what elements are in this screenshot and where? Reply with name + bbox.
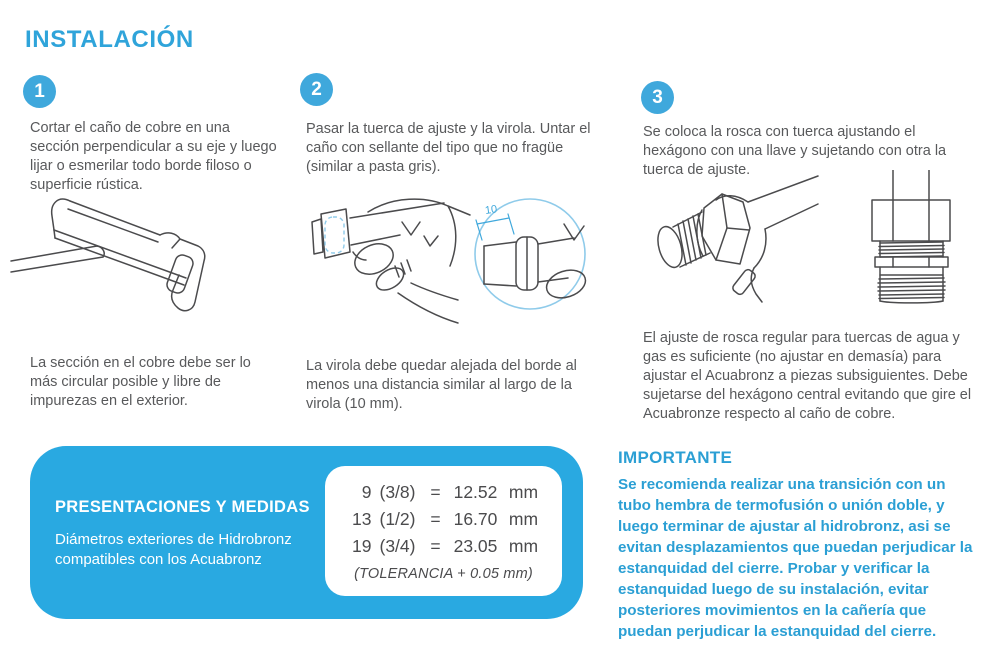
step-1-badge — [23, 75, 56, 108]
step-2-text: Pasar la tuerca de ajuste y la virola. Untar el caño con sellante del tipo que no fragüe (similar a pasta gris). — [306, 121, 591, 175]
step-1-note: La sección en el cobre debe ser lo más circular posible y libre de impurezas en el exterior. — [30, 355, 251, 409]
row-equals: = — [430, 536, 441, 556]
step-2-number: 2 — [311, 78, 322, 100]
fitting-front-illustration — [860, 170, 960, 308]
row-size: 13 — [352, 509, 372, 529]
row-fraction: (1/2) — [379, 509, 416, 529]
step-3-badge — [641, 81, 674, 114]
table-row — [325, 536, 562, 563]
wrench-fitting-illustration — [640, 172, 820, 317]
step-3-number: 3 — [652, 86, 663, 108]
tolerance-note: (TOLERANCIA + 0.05 mm) — [354, 566, 533, 582]
detail-inset-illustration — [468, 196, 593, 314]
important-text: Se recomienda realizar una transición con un tubo hembra de termofusión o unión doble, y luego terminar de ajustar al hidrobronz, asi se evitan desplazamientos que puedan perjudicar la estanquidad del cierre. Probar y verificar la estanquidad luego de su instalación, evitar posteriores movimientos en la cañería que puedan perjudicar la estanquidad del cierre. — [618, 476, 973, 640]
row-size: 19 — [352, 536, 372, 556]
hand-holding-pipe-illustration — [298, 190, 473, 338]
row-value: 23.05 — [453, 536, 498, 556]
presentations-subtext: Diámetros exteriores de Hidrobronz compatibles con los Acuabronz — [55, 531, 292, 568]
step-2-badge — [300, 73, 333, 106]
row-size: 9 — [361, 482, 372, 502]
row-unit: mm — [508, 509, 539, 529]
table-row — [325, 482, 562, 509]
step-3-note: El ajuste de rosca regular para tuercas de agua y gas es suficiente (no ajustar en demasía) para ajustar el Acuabronz a piezas subsiguientes. Debe sujetarse del hexágono central evitando que gire el Acuabronze respecto al caño de cobre. — [643, 330, 972, 422]
row-equals: = — [430, 482, 441, 502]
row-value: 12.52 — [453, 482, 498, 502]
row-equals: = — [430, 509, 441, 529]
page-title: INSTALACIÓN — [25, 26, 194, 53]
row-unit: mm — [508, 482, 539, 502]
row-value: 16.70 — [453, 509, 498, 529]
step-3-text: Se coloca la rosca con tuerca ajustando el hexágono con una llave y sujetando con otra la tuerca de ajuste. — [643, 124, 947, 178]
presentations-box — [30, 446, 583, 619]
hacksaw-illustration — [8, 188, 293, 338]
row-fraction: (3/4) — [379, 536, 416, 556]
table-row — [325, 509, 562, 536]
measurements-card — [325, 466, 562, 596]
virola-dashed-outline — [325, 217, 344, 253]
row-unit: mm — [508, 536, 539, 556]
important-heading: IMPORTANTE — [618, 448, 733, 467]
step-1-text: Cortar el caño de cobre en una sección perpendicular a su eje y luego lijar o esmerilar todo borde filoso o superficie rústica. — [30, 120, 277, 193]
row-fraction: (3/8) — [379, 482, 416, 502]
step-1-number: 1 — [34, 80, 45, 102]
step-2-note: La virola debe quedar alejada del borde al menos una distancia similar al largo de la virola (10 mm). — [306, 358, 577, 412]
inset-dimension-label: 10 — [484, 203, 499, 217]
presentations-heading: PRESENTACIONES Y MEDIDAS — [55, 498, 310, 516]
